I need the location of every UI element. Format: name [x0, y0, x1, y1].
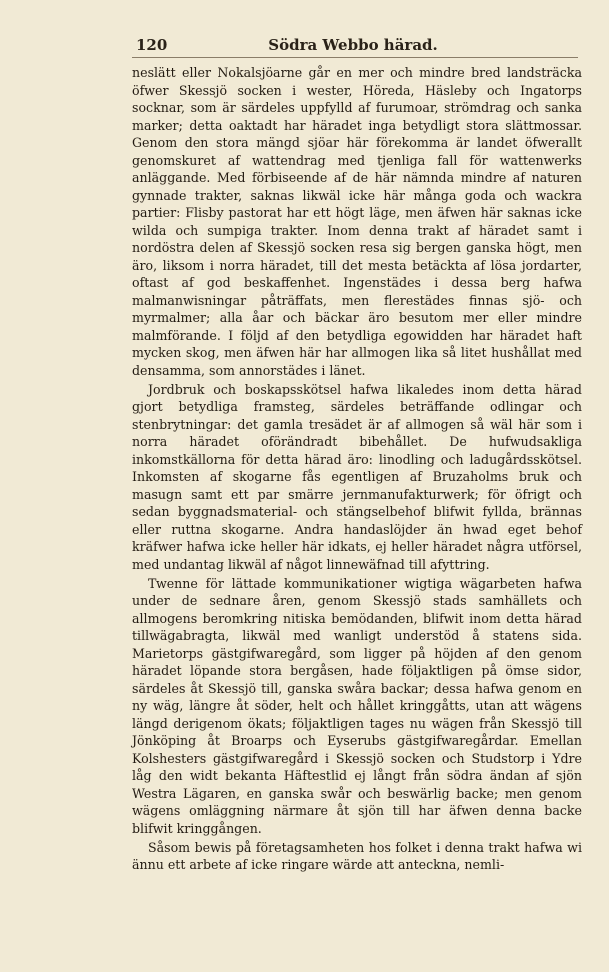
paragraph: neslätt eller Nokalsjöarne går en mer och mindre bred landsträcka öfwer Skessjö socken i wester, Höreda, Häsleby och Ingatorps socknar, som är särdeles uppfylld af furumoar, strömdrag och sanka marker; detta oaktadt har häradet inga betydligt stora slättmossar. Genom den stora mängd sjöar här förekomma är landet öfwerallt genomskuret af wattendrag med tjenliga fall för wattenwerks anläggande. Med förbiseende af de här nämnda mindre af naturen gynnade trakter, saknas likwäl icke här många goda och wackra partier: Flisby pastorat har ett högt läge, men äfwen här saknas icke wilda och sumpiga trakter. Inom denna trakt af häradet samt i nordöstra delen af Skessjö socken resa sig bergen ganska högt, men äro, liksom i norra häradet, till det mesta betäckta af lösa jordarter, oftast af god beskaffenhet. Ingenstädes i dessa berg hafwa malmanwisningar påträffats, men flerestädes finnas sjö- och myrmalmer; alla åar och bäckar äro besutom mer eller mindre malmförande. I följd af den betydliga egowidden har häradet haft mycken skog, men äfwen här har allmogen lika så litet hushållat med densamma, som annorstädes i länet.	[132, 65, 582, 378]
running-header	[128, 36, 578, 58]
paragraph: Twenne för lättade kommunikationer wigtiga wägarbeten hafwa under de sednare åren, genom Skessjö stads samhällets och allmogens beromkring nitiska bemödanden, blifwit inom detta härad tillwägabragta, likwäl med wanligt understöd å statens sida. Marietorps gästgifwaregård, som ligger på höjden af den genom häradet löpande stora bergåsen, hade följaktligen på ömse sidor, särdeles åt Skessjö till, ganska swåra backar; dessa hafwa genom en ny wäg, längre åt söder, helt och hållet kringgåtts, utan att wägens längd derigenom ökats; följaktligen tages nu wägen från Skessjö till Jönköping åt Broarps och Eyserubs gästgifwaregårdar. Emellan Kolshesters gästgifwaregård i Skessjö socken och Studstorp i Ydre låg den widt bekanta Häftestlid ej långt från södra ändan af sjön Westra Lägaren, en ganska swår och beswärlig backe; men genom wägens omläggning närmare åt sjön till har äfwen denna backe blifwit kringgången.	[132, 575, 582, 836]
body-text	[132, 64, 582, 875]
header-divider	[132, 57, 578, 58]
paragraph: Såsom bewis på företagsamheten hos folket i denna trakt hafwa wi ännu ett arbete af icke ringare wärde att anteckna, nemli-	[132, 839, 582, 872]
page-title: Södra Webbo härad.	[268, 36, 438, 54]
page-number: 120	[136, 36, 168, 54]
paragraph: Jordbruk och boskapsskötsel hafwa likaledes inom detta härad gjort betydliga framsteg, särdeles beträffande odlingar och stenbrytningar: det gamla tresädet är af allmogen så wäl här som i norra häradet oförändradt bibehållet. De hufwudsakliga inkomstkällorna för detta härad äro: linodling och ladugårdsskötsel. Inkomsten af skogarne fås egentligen af Bruzaholms bruk och masugn samt ett par smärre jernmanufakturwerk; för öfrigt och sedan byggnadsmaterial- och stängselbehof blifwit fyllda, brännas eller ruttna skogarne. Andra handaslöjder än hwad eget behof kräfwer hafwa icke heller här idkats, ej heller häradet några utförsel, med undantag likwäl af något linnewäfnad till afyttring.	[132, 381, 582, 572]
